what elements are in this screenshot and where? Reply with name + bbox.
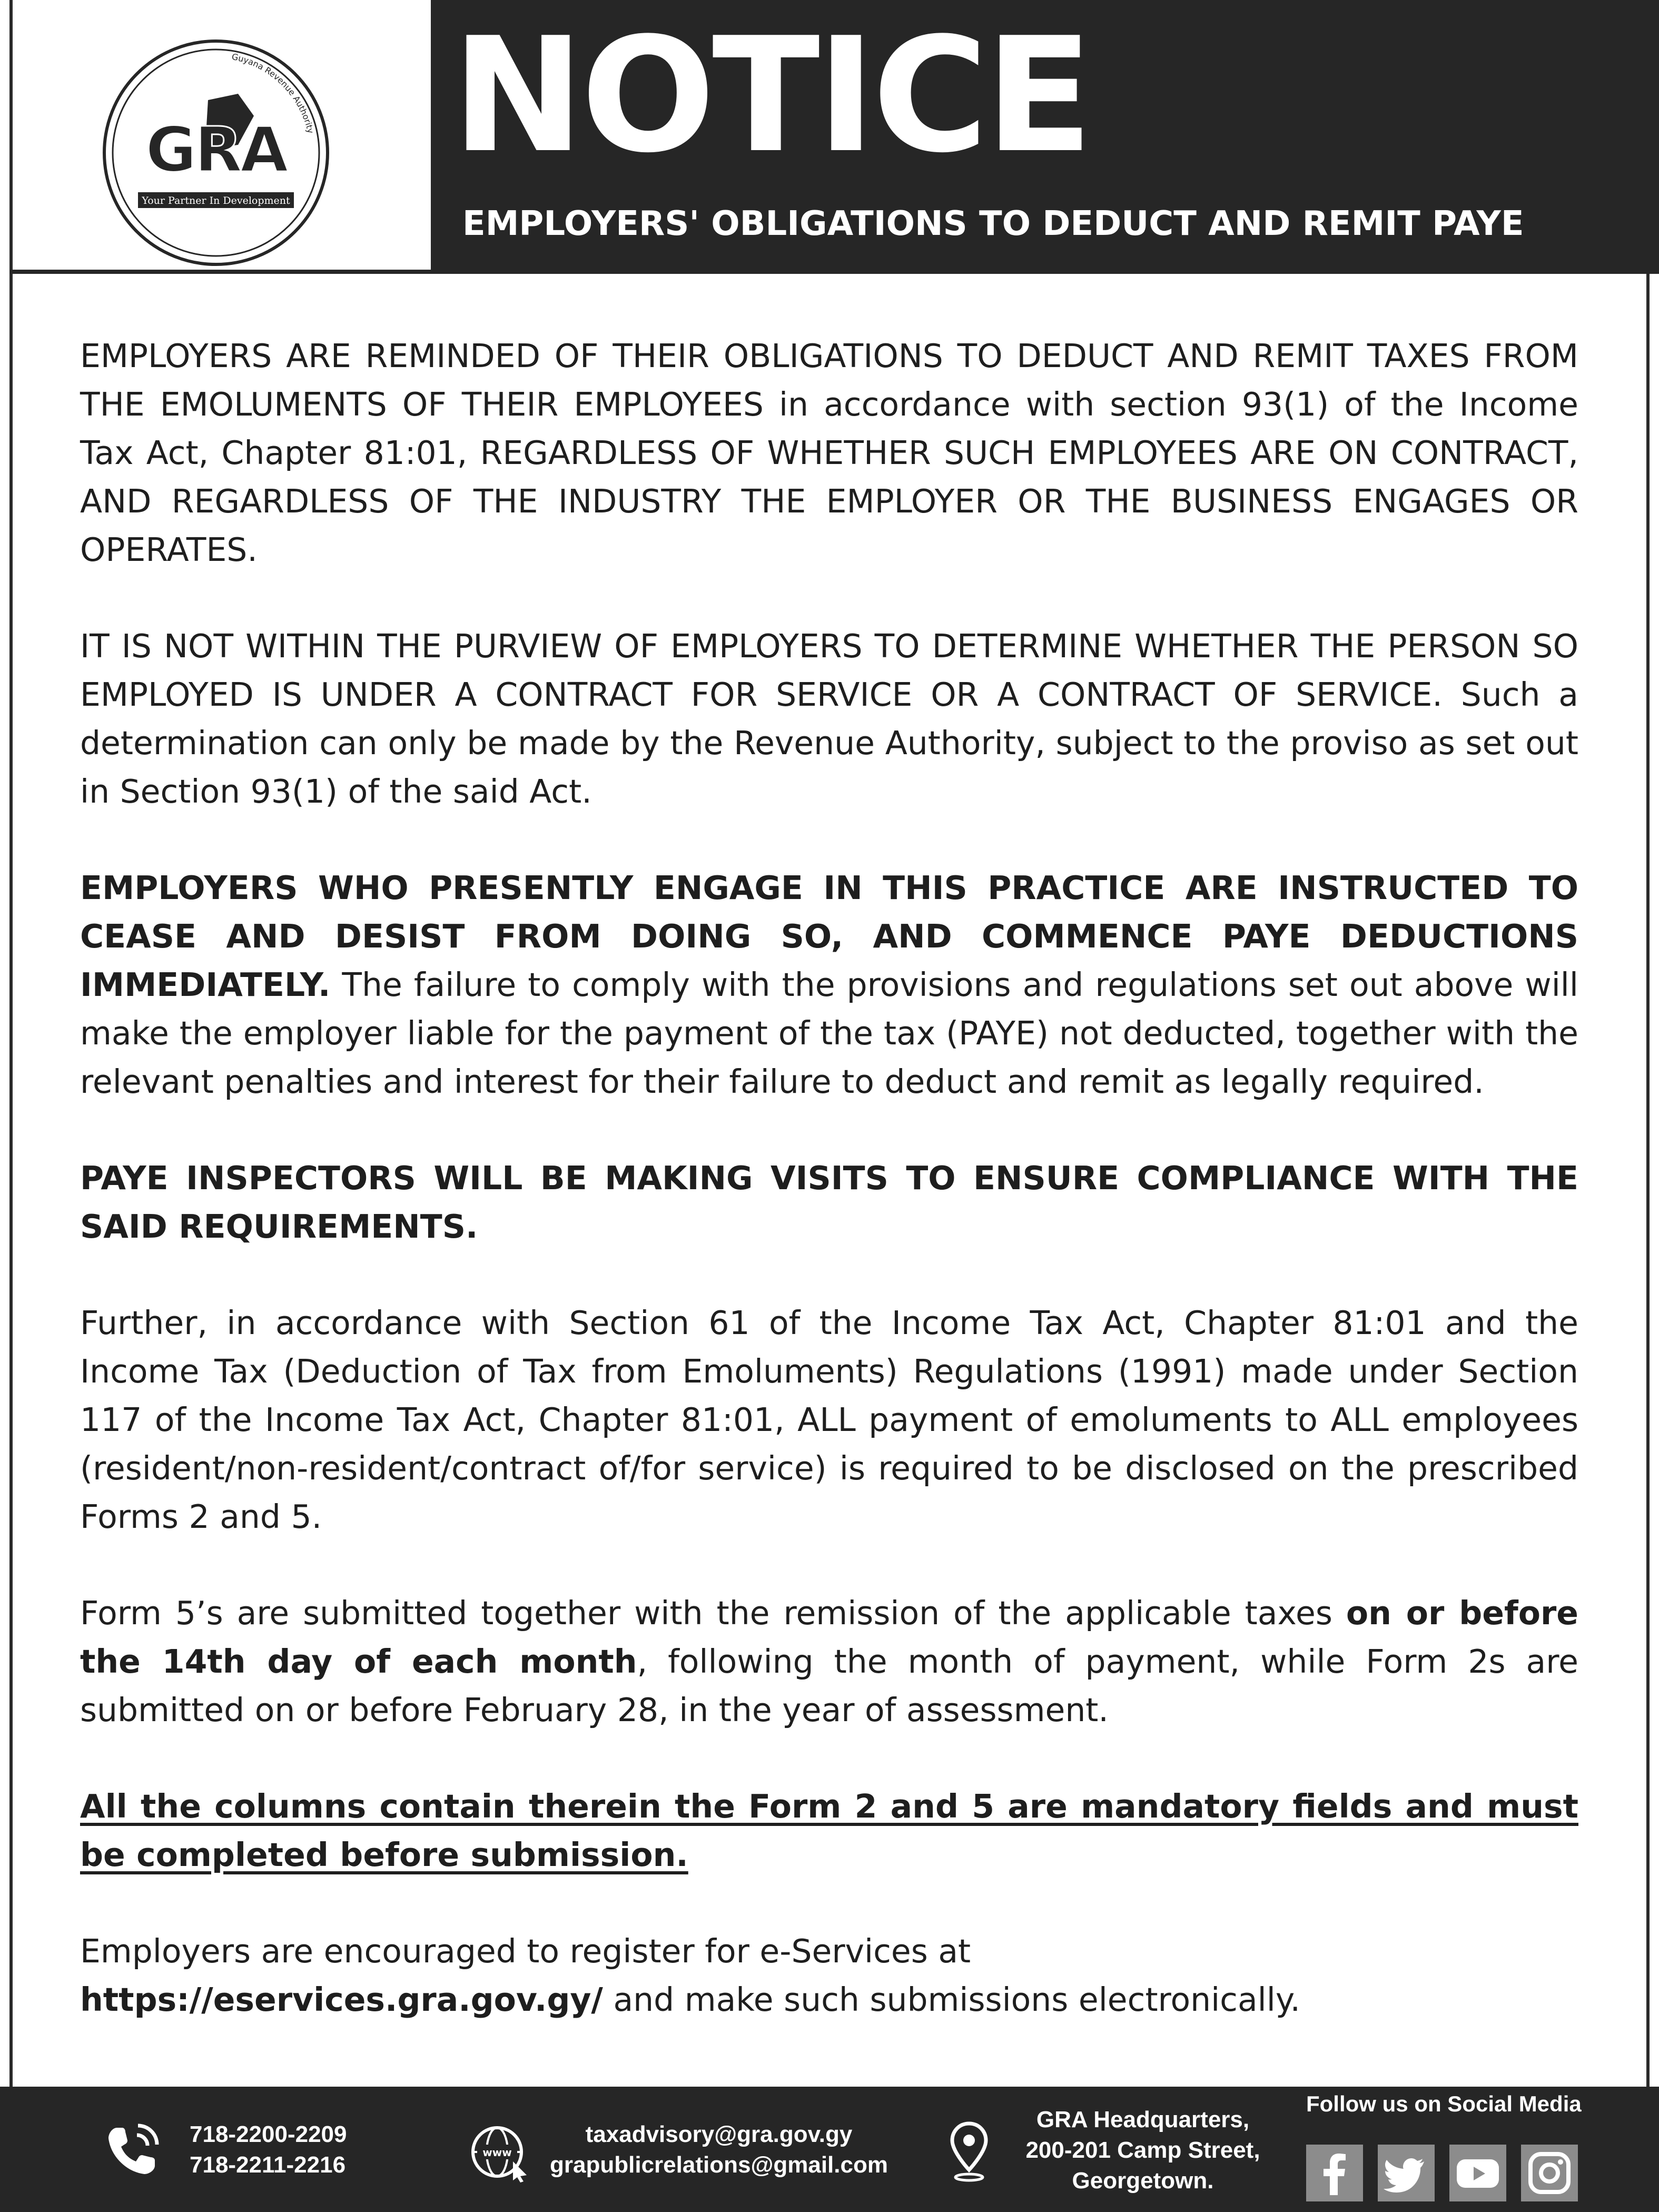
instagram-icon[interactable] [1521, 2145, 1578, 2201]
notice-title: NOTICE [452, 4, 1090, 187]
location-pin-icon [948, 2120, 990, 2183]
phone-number-2[interactable]: 718-2211-2216 [190, 2152, 346, 2178]
facebook-icon[interactable] [1306, 2145, 1363, 2201]
social-media-label: Follow us on Social Media [1306, 2091, 1582, 2116]
header-divider [9, 270, 431, 274]
form-5-deadline: on or before the 14th day of each month [80, 1594, 1579, 1681]
gra-logo [100, 37, 332, 269]
phone-icon [101, 2118, 164, 2181]
paragraph-eservices: Employers are encouraged to register for e-Services at https://eservices.gra.gov.gy/ and make such submissions electronically. [80, 1932, 1301, 2019]
eservices-link[interactable]: https://eservices.gra.gov.gy/ [80, 1981, 603, 2019]
contact-footer [0, 2087, 1659, 2212]
youtube-icon[interactable] [1449, 2145, 1506, 2201]
social-media-links [1306, 2145, 1580, 2203]
paragraph-section-61: Further, in accordance with Section 61 of the Income Tax Act, Chapter 81:01 and the Income Tax (Deduction of Tax from Emoluments) Regulations (1991) made under Section 117 of the Income Tax Act, Chapter 81:01, ALL payment of emoluments to ALL employees (resident/non-resident/contract of/for service) is required to be disclosed on the prescribed Forms 2 and 5. [80, 1304, 1578, 1536]
web-globe-icon [468, 2125, 531, 2183]
phone-number-1[interactable]: 718-2200-2209 [190, 2121, 347, 2147]
paragraph-obligations: EMPLOYERS ARE REMINDED OF THEIR OBLIGATIONS TO DEDUCT AND REMIT TAXES FROM THE EMOLUMENTS OF THEIR EMPLOYEES in accordance with section 93(1) of the Income Tax Act, Chapter 81:01, REGARDLESS OF WHETHER SUCH EMPLOYEES ARE ON CONTRACT, AND REGARDLESS OF THE INDUSTRY THE EMPLOYER OR THE BUSINESS ENGAGES OR OPERATES. [80, 337, 1578, 569]
paragraph-mandatory-fields: All the columns contain therein the Form 2 and 5 are mandatory fields and must be completed before submission. [80, 1788, 1578, 1874]
notice-body [80, 332, 1578, 2072]
headquarters-address: GRA Headquarters, 200-201 Camp Street, Georgetown. [1025, 2107, 1260, 2194]
cease-desist-instruction: EMPLOYERS WHO PRESENTLY ENGAGE IN THIS PRACTICE ARE INSTRUCTED TO CEASE AND DESIST FROM DOING SO, AND COMMENCE PAYE DEDUCTIONS IMMEDIATELY. [80, 869, 1578, 1004]
phone-numbers [190, 2119, 347, 2180]
notice-subtitle: EMPLOYERS' OBLIGATIONS TO DEDUCT AND REMIT PAYE [462, 204, 1524, 243]
email-addresses [537, 2119, 901, 2180]
paragraph-cease-desist: EMPLOYERS WHO PRESENTLY ENGAGE IN THIS PRACTICE ARE INSTRUCTED TO CEASE AND DESIST FROM DOING SO, AND COMMENCE PAYE DEDUCTIONS IMMEDIATELY. The failure to comply with the provisions and regulations set out above will make the employer liable for the payment of the tax (PAYE) not deducted, together with the relevant penalties and interest for their failure to deduct and remit as legally required. [80, 869, 1578, 1101]
paragraph-purview: IT IS NOT WITHIN THE PURVIEW OF EMPLOYERS TO DETERMINE WHETHER THE PERSON SO EMPLOYED IS UNDER A CONTRACT FOR SERVICE OR A CONTRACT OF SERVICE. Such a determination can only be made by the Revenue Authority, subject to the proviso as set out in Section 93(1) of the said Act. [80, 627, 1578, 811]
paragraph-inspectors: PAYE INSPECTORS WILL BE MAKING VISITS TO ENSURE COMPLIANCE WITH THE SAID REQUIREMENTS. [80, 1159, 1578, 1246]
email-tax-advisory[interactable]: taxadvisory@gra.gov.gy [585, 2121, 853, 2147]
logo-ring-text: Guyana Revenue Authority [231, 51, 316, 135]
email-public-relations[interactable]: grapublicrelations@gmail.com [550, 2152, 888, 2178]
twitter-icon[interactable] [1378, 2145, 1435, 2201]
paragraph-form-deadlines: Form 5’s are submitted together with the remission of the applicable taxes on or before the 14th day of each month, following the month of payment, while Form 2s are submitted on or before February 28, in the year of assessment. [80, 1594, 1579, 1729]
svg-text:www: www [482, 2146, 512, 2159]
logo-letters: GRA [145, 113, 287, 186]
logo-tagline: Your Partner In Development [142, 195, 290, 206]
